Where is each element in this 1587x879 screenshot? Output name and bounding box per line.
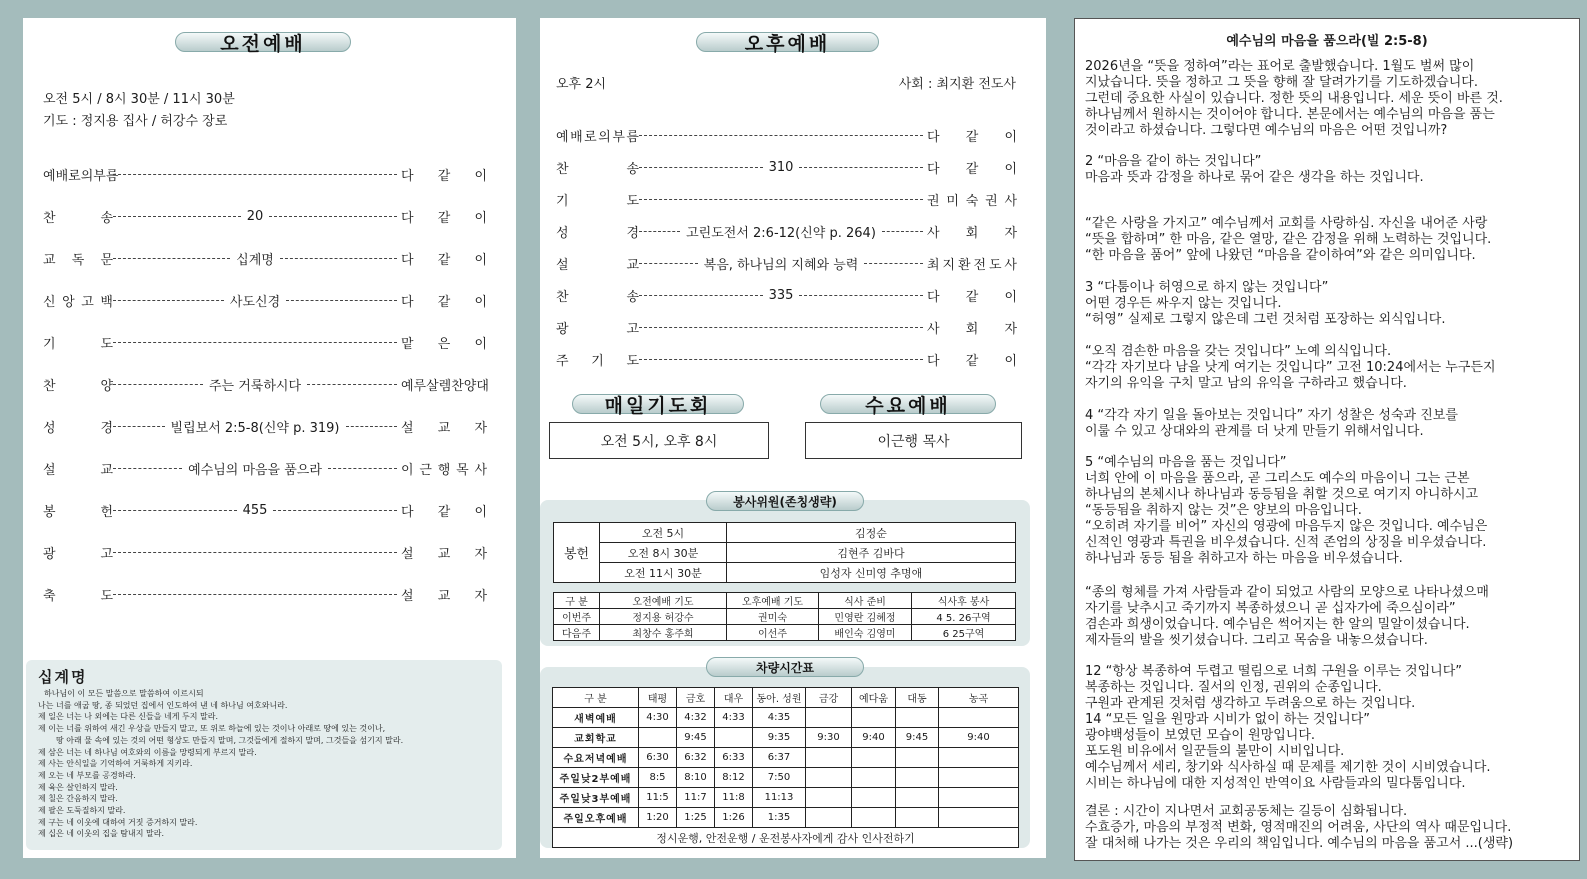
order-leader-line xyxy=(113,291,397,310)
commandment-line: 하나님이 이 모든 말씀으로 말씀하여 이르시되 xyxy=(44,689,204,698)
note-line: 하나님의 본체시나 하나님과 동등됨을 취할 것으로 여기지 아니하시고 xyxy=(1085,487,1479,502)
offering-names: 김정순 xyxy=(727,523,1016,543)
order-leader-line xyxy=(639,254,923,273)
volunteer-header: 오후예배 기도 xyxy=(727,593,819,609)
order-leader-line xyxy=(113,552,397,553)
note-line: 3 “다툼이나 허영으로 하지 않는 것입니다” xyxy=(1085,280,1329,295)
order-value: 설 교 자 xyxy=(401,547,487,562)
vehicle-time: 8:10 xyxy=(677,768,715,788)
order-value: 다 같 이 xyxy=(401,505,487,520)
order-detail: 고린도전서 2:6-12(신약 p. 264) xyxy=(686,226,876,241)
order-value: 다 같 이 xyxy=(927,130,1017,145)
vehicle-time: 9:35 xyxy=(753,728,806,748)
volunteer-row xyxy=(554,609,1016,625)
offering-table xyxy=(553,522,1016,583)
order-row xyxy=(43,333,487,352)
wednesday-title: 수요예배 xyxy=(865,394,951,417)
wednesday-leader: 이근행 목사 xyxy=(805,422,1022,459)
note-paragraph xyxy=(1085,280,1573,328)
order-row xyxy=(556,190,1017,209)
commandment-line: 나는 너를 애굽 땅, 종 되었던 집에서 인도하여 낸 네 하나님 여호와니라. xyxy=(38,700,288,710)
commandment-line: 땅 아래 물 속에 있는 것의 어떤 형상도 만들지 말며, 그것들에게 절하지 말며, 그것들을 섬기지 말라. xyxy=(56,735,404,745)
vehicle-header: 금호 xyxy=(677,688,715,708)
vehicle-time: 1:26 xyxy=(715,808,753,828)
vehicle-time: 6:30 xyxy=(639,748,677,768)
order-value: 사 회 자 xyxy=(927,226,1017,241)
daily-prayer-title: 매일기도회 xyxy=(604,394,712,417)
vehicle-service: 수요저녁예배 xyxy=(553,748,639,768)
note-line: 자기를 낮추시고 죽기까지 복종하셨으니 곧 십자가에 죽으심이라” xyxy=(1085,601,1456,616)
order-leader-line xyxy=(639,327,923,328)
order-value: 최 지 환 전 도 사 xyxy=(927,258,1017,273)
commandment-line: 제 이는 너를 위하여 새긴 우상을 만들지 말고, 또 위로 하늘에 있는 것이나 아래로 땅에 있는 것이나, xyxy=(38,724,386,734)
vehicle-time xyxy=(896,748,939,768)
vehicle-time: 9:45 xyxy=(896,728,939,748)
volunteers-title: 봉사위원(존칭생략) xyxy=(733,494,837,509)
note-line: 마음과 뜻과 감정을 하나로 묶어 같은 생각을 하는 것입니다. xyxy=(1085,170,1424,185)
commandment-line: 제 오는 네 부모를 공경하라. xyxy=(38,770,136,780)
commandment-line: 제 사는 안식일을 기억하여 거룩하게 지키라. xyxy=(38,759,193,769)
order-row xyxy=(43,207,487,226)
morning-service-panel xyxy=(23,18,516,858)
vehicle-time xyxy=(806,748,852,768)
offering-label: 봉헌 xyxy=(554,523,600,583)
vehicle-service: 교회학교 xyxy=(553,728,639,748)
morning-title-banner xyxy=(175,32,351,55)
note-line: “한 마음을 품어” 앞에 나왔던 “마음을 같이하여”와 같은 의미입니다. xyxy=(1085,248,1476,263)
offering-names: 임성자 신미영 추명애 xyxy=(727,563,1016,583)
afternoon-title: 오후예배 xyxy=(744,32,831,55)
order-row xyxy=(556,350,1017,369)
commandment-line: 제 삼은 너는 네 하나님 여호와의 이름을 망령되게 부르지 말라. xyxy=(38,747,257,757)
vehicle-time xyxy=(896,768,939,788)
note-line: 결론 : 시간이 지나면서 교회공동체는 길등이 심화됩니다. xyxy=(1085,804,1408,819)
note-line: 구원과 관계된 것처럼 생각하고 두려움으로 하는 것입니다. xyxy=(1085,696,1416,711)
note-line: 자기의 유익을 구치 말고 남의 유익을 구하라고 했습니다. xyxy=(1085,376,1407,391)
vehicle-time xyxy=(806,788,852,808)
order-label: 광 고 xyxy=(43,547,113,562)
vehicle-time xyxy=(939,808,1019,828)
note-line: 5 “예수님의 마음을 품는 것입니다” xyxy=(1085,455,1287,470)
note-paragraph xyxy=(1085,804,1573,852)
vehicle-time: 11:5 xyxy=(639,788,677,808)
daily-prayer-banner xyxy=(572,394,744,417)
note-line: 포도원 비유에서 일꾼들의 불만이 시비입니다. xyxy=(1085,744,1345,759)
order-value: 다 같 이 xyxy=(401,169,487,184)
volunteer-cell: 민영란 김혜정 xyxy=(819,609,912,625)
afternoon-service-panel xyxy=(540,18,1046,858)
vehicle-time xyxy=(852,708,896,728)
vehicle-time xyxy=(896,708,939,728)
order-label: 기 도 xyxy=(43,337,113,352)
order-label: 교 독 문 xyxy=(43,253,113,268)
vehicle-time: 8:12 xyxy=(715,768,753,788)
volunteer-cell: 정지용 허강수 xyxy=(600,609,727,625)
order-row xyxy=(43,165,487,184)
order-detail: 빌립보서 2:5-8(신약 p. 319) xyxy=(170,421,340,436)
order-label: 축 도 xyxy=(43,589,113,604)
order-label: 찬 송 xyxy=(43,211,113,226)
morning-times: 오전 5시 / 8시 30분 / 11시 30분 xyxy=(43,92,235,107)
afternoon-host: 사회 : 최지환 전도사 xyxy=(898,77,1016,92)
commandments-title: 십계명 xyxy=(38,668,88,686)
order-value: 다 같 이 xyxy=(401,211,487,226)
order-row xyxy=(556,126,1017,145)
note-line: 하나님께서 원하시는 것이어야 합니다. 본문에서는 예수님의 마음을 품는 xyxy=(1085,107,1495,122)
vehicle-time: 6:37 xyxy=(753,748,806,768)
vehicle-time: 4:35 xyxy=(753,708,806,728)
vehicle-time: 9:40 xyxy=(852,728,896,748)
offering-row xyxy=(554,543,1016,563)
note-line: 14 “모든 일을 원망과 시비가 없이 하는 것입니다” xyxy=(1085,712,1370,727)
note-line: 복종하는 것입니다. 질서의 인정, 권위의 순종입니다. xyxy=(1085,680,1382,695)
order-leader-line xyxy=(639,222,923,241)
afternoon-title-banner xyxy=(696,32,879,55)
volunteer-row xyxy=(554,625,1016,641)
vehicle-time: 8:5 xyxy=(639,768,677,788)
vehicle-time xyxy=(852,768,896,788)
order-label: 봉 헌 xyxy=(43,505,113,520)
note-line: 신적인 영광과 특권을 비우셨습니다. 신적 존엄의 상징을 비우셨습니다. xyxy=(1085,535,1487,550)
order-row xyxy=(43,459,487,478)
note-line: “허영” 실제로 그렇지 않은데 그런 것처럼 포장하는 외식입니다. xyxy=(1085,312,1446,327)
order-leader-line xyxy=(113,594,397,595)
order-row xyxy=(43,417,487,436)
order-row xyxy=(43,249,487,268)
note-line: 예수님께서 세리, 창기와 식사하실 때 문제를 제기한 것이 시비였습니다. xyxy=(1085,760,1491,775)
order-row xyxy=(43,375,487,394)
note-line: 잘 대처해 나가는 것은 우리의 책임입니다. 예수님의 마음을 품고서 ...(생략) xyxy=(1085,836,1514,851)
vehicle-time: 6:33 xyxy=(715,748,753,768)
order-value: 권 미 숙 권 사 xyxy=(927,194,1017,209)
vehicle-footer: 정시운행, 안전운행 / 운전봉사자에게 감사 인사전하기 xyxy=(553,828,1019,848)
vehicle-row xyxy=(553,768,1019,788)
order-label: 찬 송 xyxy=(556,162,639,177)
commandment-line: 제 팔은 도둑질하지 말라. xyxy=(38,806,126,815)
note-line: “동등됨을 취하지 않는 것”은 양보의 마음입니다. xyxy=(1085,503,1362,518)
vehicle-time: 11:7 xyxy=(677,788,715,808)
order-detail: 예수님의 마음을 품으라 xyxy=(188,463,322,478)
order-row xyxy=(556,158,1017,177)
note-line: 광야백성들이 보였던 모습이 원망입니다. xyxy=(1085,728,1316,743)
order-label: 성 경 xyxy=(43,421,113,436)
offering-time: 오전 8시 30분 xyxy=(600,543,727,563)
note-line: 하나님과 동등 됨을 취하고자 하는 마음을 비우셨습니다. xyxy=(1085,551,1403,566)
vehicle-service: 주일낮3부예배 xyxy=(553,788,639,808)
note-line: 것이라고 하셨습니다. 그렇다면 예수님의 마음은 어떤 것입니까? xyxy=(1085,123,1448,138)
vehicle-time: 6:32 xyxy=(677,748,715,768)
vehicle-service: 주일낮2부예배 xyxy=(553,768,639,788)
note-paragraph xyxy=(1085,344,1573,392)
volunteer-header: 식사후 봉사 xyxy=(912,593,1016,609)
vehicle-time xyxy=(852,808,896,828)
morning-prayer: 기도 : 정지용 집사 / 허강수 장로 xyxy=(43,114,228,129)
vehicle-time xyxy=(806,808,852,828)
vehicle-header: 대우 xyxy=(715,688,753,708)
order-row xyxy=(43,585,487,604)
vehicle-time xyxy=(806,708,852,728)
vehicle-header: 농곡 xyxy=(939,688,1019,708)
vehicle-row xyxy=(553,808,1019,828)
vehicle-footer-row xyxy=(553,828,1019,848)
order-leader-line xyxy=(113,503,397,518)
vehicle-header: 대동 xyxy=(896,688,939,708)
vehicle-header-row xyxy=(553,688,1019,708)
order-value: 설 교 자 xyxy=(401,589,487,604)
note-line: 그런데 중요한 사실이 있습니다. 정한 뜻의 내용입니다. 세운 뜻이 바른 것. xyxy=(1085,91,1503,106)
order-row xyxy=(556,318,1017,337)
vehicle-banner xyxy=(706,657,864,677)
vehicle-table xyxy=(552,687,1019,848)
order-leader-line xyxy=(113,375,397,394)
order-label: 설 교 xyxy=(556,258,639,273)
volunteer-cell: 다음주 xyxy=(554,625,600,641)
vehicle-time: 1:20 xyxy=(639,808,677,828)
note-line: “오히려 자기를 비어” 자신의 영광에 마음두지 않은 것입니다. 예수님은 xyxy=(1085,519,1488,534)
order-row xyxy=(556,254,1017,273)
order-leader-line xyxy=(113,174,397,175)
offering-time: 오전 5시 xyxy=(600,523,727,543)
order-leader-line xyxy=(113,249,397,268)
order-leader-line xyxy=(639,199,923,200)
vehicle-time xyxy=(939,748,1019,768)
afternoon-time: 오후 2시 xyxy=(556,77,607,92)
vehicle-time xyxy=(806,768,852,788)
vehicle-time: 11:13 xyxy=(753,788,806,808)
vehicle-time: 4:32 xyxy=(677,708,715,728)
vehicle-time xyxy=(715,728,753,748)
order-value: 다 같 이 xyxy=(927,290,1017,305)
commandment-line: 제 육은 살인하지 말라. xyxy=(38,782,118,792)
commandment-line: 제 일은 너는 나 외에는 다른 신들을 네게 두지 말라. xyxy=(38,712,218,722)
order-leader-line xyxy=(113,459,397,478)
morning-title: 오전예배 xyxy=(220,32,306,55)
vehicle-time: 4:33 xyxy=(715,708,753,728)
order-detail: 십계명 xyxy=(236,253,274,268)
vehicle-title: 차량시간표 xyxy=(756,660,814,675)
order-value: 설 교 자 xyxy=(401,421,487,436)
note-line: 지났습니다. 뜻을 정하고 그 뜻을 향해 잘 달려가기를 기도하겠습니다. xyxy=(1085,75,1478,90)
vehicle-time xyxy=(939,768,1019,788)
order-detail: 복음, 하나님의 지혜와 능력 xyxy=(703,258,859,273)
note-line: 4 “각각 자기 일을 돌아보는 것입니다” 자기 성찰은 성숙과 진보를 xyxy=(1085,408,1458,423)
note-line: “같은 사랑을 가지고” 예수님께서 교회를 사랑하심. 자신을 내어준 사랑 xyxy=(1085,216,1488,231)
order-value: 다 같 이 xyxy=(927,162,1017,177)
vehicle-time: 9:45 xyxy=(677,728,715,748)
volunteer-header: 구 분 xyxy=(554,593,600,609)
volunteer-cell: 권미숙 xyxy=(727,609,819,625)
order-label: 예 배 로 의 부 름 xyxy=(556,130,639,145)
note-line: 시비는 하나님에 대한 지성적인 반역이요 사람들과의 밀다툼입니다. xyxy=(1085,776,1466,791)
note-line: 어떤 경우든 싸우지 않는 것입니다. xyxy=(1085,296,1282,311)
order-value: 다 같 이 xyxy=(927,354,1017,369)
vehicle-header: 구 분 xyxy=(553,688,639,708)
order-label: 설 교 xyxy=(43,463,113,478)
order-leader-line xyxy=(639,359,923,360)
vehicle-service: 주일오후예배 xyxy=(553,808,639,828)
note-line: 제자들의 발을 씻기셨습니다. 그리고 목숨을 내놓으셨습니다. xyxy=(1085,633,1428,648)
vehicle-row xyxy=(553,788,1019,808)
order-detail: 310 xyxy=(768,160,794,175)
vehicle-time xyxy=(896,788,939,808)
vehicle-header: 예다움 xyxy=(852,688,896,708)
vehicle-time: 4:30 xyxy=(639,708,677,728)
offering-row xyxy=(554,523,1016,543)
order-detail: 335 xyxy=(768,288,794,303)
order-value: 맡 은 이 xyxy=(401,337,487,352)
volunteer-cell: 이번주 xyxy=(554,609,600,625)
commandment-line: 제 십은 네 이웃의 집을 탐내지 말라. xyxy=(38,829,164,839)
order-row xyxy=(43,291,487,310)
vehicle-time xyxy=(639,728,677,748)
note-paragraph xyxy=(1085,408,1573,440)
sermon-notes-title: 예수님의 마음을 품으라(빌 2:5-8) xyxy=(1226,34,1428,49)
order-label: 성 경 xyxy=(556,226,639,241)
wednesday-banner xyxy=(820,394,996,417)
volunteer-header-row xyxy=(554,593,1016,609)
vehicle-time xyxy=(896,808,939,828)
vehicle-row xyxy=(553,748,1019,768)
order-label: 찬 양 xyxy=(43,379,113,394)
note-line: 수효증가, 마음의 부정적 변화, 영적매진의 어려움, 사단의 역사 때문입니다. xyxy=(1085,820,1512,835)
order-value: 다 같 이 xyxy=(401,253,487,268)
order-label: 신 앙 고 백 xyxy=(43,295,113,310)
order-row xyxy=(43,543,487,562)
order-row xyxy=(556,286,1017,305)
note-line: 겸손과 희생이었습니다. 예수님은 썩어지는 한 알의 밀알이셨습니다. xyxy=(1085,617,1470,632)
volunteer-header: 식사 준비 xyxy=(819,593,912,609)
note-paragraph xyxy=(1085,455,1573,567)
note-line: “뜻을 합하며” 한 마음, 같은 열망, 같은 감정을 위해 노력하는 것입니다. xyxy=(1085,232,1492,247)
note-line: 너희 안에 이 마음을 품으라, 곧 그리스도 예수의 마음이니 그는 근본 xyxy=(1085,471,1470,486)
note-line: 12 “항상 복종하여 두렵고 떨림으로 너희 구원을 이루는 것입니다” xyxy=(1085,664,1463,679)
note-line: “종의 형체를 가져 사람들과 같이 되었고 사람의 모양으로 나타나셨으매 xyxy=(1085,585,1489,600)
volunteer-table xyxy=(553,592,1016,641)
offering-time: 오전 11시 30분 xyxy=(600,563,727,583)
vehicle-header: 태평 xyxy=(639,688,677,708)
commandments-box xyxy=(26,660,502,850)
note-line: “각각 자기보다 남을 낫게 여기는 것입니다” 고전 10:24에서는 누구든지 xyxy=(1085,360,1496,375)
sermon-notes-panel xyxy=(1074,18,1580,861)
order-detail: 455 xyxy=(242,503,268,518)
note-paragraph xyxy=(1085,216,1573,264)
volunteer-cell: 이선주 xyxy=(727,625,819,641)
vehicle-time: 7:50 xyxy=(753,768,806,788)
order-leader-line xyxy=(113,209,397,224)
order-detail: 주는 거룩하시다 xyxy=(208,379,302,394)
order-row xyxy=(556,222,1017,241)
vehicle-time xyxy=(939,788,1019,808)
order-leader-line xyxy=(113,342,397,343)
offering-names: 김현주 김바다 xyxy=(727,543,1016,563)
vehicle-time: 9:40 xyxy=(939,728,1019,748)
note-paragraph xyxy=(1085,664,1573,792)
offering-row xyxy=(554,563,1016,583)
order-value: 사 회 자 xyxy=(927,322,1017,337)
volunteer-cell: 최창수 홍주희 xyxy=(600,625,727,641)
vehicle-header: 금강 xyxy=(806,688,852,708)
order-detail: 사도신경 xyxy=(229,295,281,310)
note-paragraph xyxy=(1085,59,1573,139)
note-line: 2 “마음을 같이 하는 것입니다” xyxy=(1085,154,1262,169)
order-value: 예루살렘찬양대 xyxy=(401,379,489,394)
note-line: 이룰 수 있고 상대와의 관계를 더 낫게 만들기 위해서입니다. xyxy=(1085,424,1424,439)
vehicle-time: 11:8 xyxy=(715,788,753,808)
order-row xyxy=(43,501,487,520)
order-leader-line xyxy=(639,160,923,175)
vehicle-time: 1:35 xyxy=(753,808,806,828)
vehicle-time: 9:30 xyxy=(806,728,852,748)
daily-prayer-times: 오전 5시, 오후 8시 xyxy=(549,422,769,459)
vehicle-time xyxy=(852,748,896,768)
order-label: 찬 송 xyxy=(556,290,639,305)
order-leader-line xyxy=(113,417,397,436)
vehicle-time xyxy=(939,708,1019,728)
volunteer-cell: 배인숙 김영미 xyxy=(819,625,912,641)
note-paragraph xyxy=(1085,585,1573,649)
commandment-line: 제 구는 네 이웃에 대하여 거짓 증거하지 말라. xyxy=(38,817,198,827)
volunteer-cell: 6 25구역 xyxy=(912,625,1016,641)
order-leader-line xyxy=(639,288,923,303)
commandment-line: 제 칠은 간음하지 말라. xyxy=(38,794,118,804)
vehicle-time xyxy=(852,788,896,808)
order-value: 이 근 행 목 사 xyxy=(401,463,487,478)
vehicle-row xyxy=(553,708,1019,728)
order-value: 다 같 이 xyxy=(401,295,487,310)
order-leader-line xyxy=(639,135,923,136)
note-line: 2026년을 “뜻을 정하여”라는 표어로 출발했습니다. 1월도 벌써 많이 xyxy=(1085,59,1475,74)
note-paragraph xyxy=(1085,154,1573,186)
vehicle-header: 동아. 성원 xyxy=(753,688,806,708)
vehicle-row xyxy=(553,728,1019,748)
volunteer-header: 오전예배 기도 xyxy=(600,593,727,609)
vehicle-time: 1:25 xyxy=(677,808,715,828)
order-label: 기 도 xyxy=(556,194,639,209)
note-line: “오직 겸손한 마음을 갖는 것입니다” 노예 의식입니다. xyxy=(1085,344,1392,359)
vehicle-service: 새벽예배 xyxy=(553,708,639,728)
order-label: 광 고 xyxy=(556,322,639,337)
order-label: 주 기 도 xyxy=(556,354,639,369)
order-detail: 20 xyxy=(246,209,264,224)
volunteer-cell: 4 5. 26구역 xyxy=(912,609,1016,625)
volunteers-banner xyxy=(706,491,864,511)
order-label: 예 배 로 의 부 름 xyxy=(43,169,119,184)
